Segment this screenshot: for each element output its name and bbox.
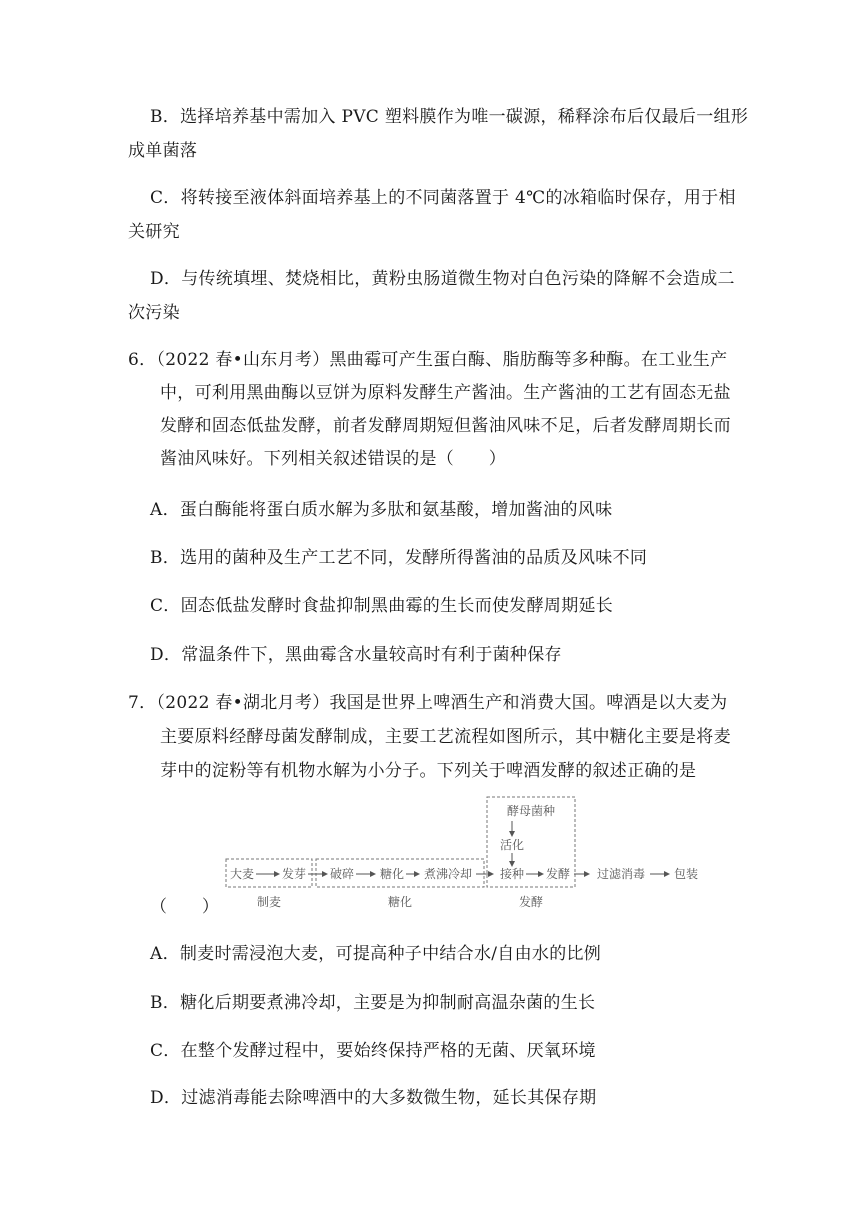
q6-option-c: C．固态低盐发酵时食盐抑制黑曲霉的生长而使发酵周期延长: [150, 596, 614, 616]
sacch-group-label: 糖化: [387, 895, 413, 909]
arrowhead: [322, 871, 328, 877]
package-node: 包装: [673, 867, 699, 881]
q7-stem-line2: 主要原料经酵母菌发酵制成，主要工艺流程如图所示，其中糖化主要是将麦: [160, 727, 731, 747]
q6-option-d: D．常温条件下，黑曲霉含水量较高时有利于菌种保存: [150, 645, 562, 665]
ferm-group-label: 发酵: [518, 895, 544, 909]
q7-stem-line3: 芽中的淀粉等有机物水解为小分子。下列关于啤酒发酵的叙述正确的是: [160, 761, 697, 781]
arrowhead: [538, 871, 544, 877]
brewing-process-diagram: [222, 793, 702, 923]
q5-option-c-line1: C．将转接至液体斜面培养基上的不同菌落置于 4℃的冰箱临时保存，用于相: [150, 188, 736, 208]
malt-group-label: 制麦: [256, 895, 282, 909]
q7-option-d: D．过滤消毒能去除啤酒中的大多数微生物，延长其保存期: [150, 1088, 597, 1108]
q5-option-c-line2: 关研究: [128, 222, 180, 242]
boil-cool-node: 煮沸冷却: [423, 867, 473, 881]
q6-option-b: B．选用的菌种及生产工艺不同，发酵所得酱油的品质及风味不同: [150, 548, 648, 568]
q7-answer-paren: （ ）: [150, 897, 220, 917]
process-flow-svg: [222, 793, 702, 923]
arrowhead: [584, 871, 590, 877]
q7-option-c: C．在整个发酵过程中，要始终保持严格的无菌、厌氧环境: [150, 1041, 596, 1061]
saccharify-node: 糖化: [379, 867, 405, 881]
ferment-node: 发酵: [545, 867, 571, 881]
inoculate-node: 接种: [499, 867, 525, 881]
q6-stem-line1: 6．（2022 春•山东月考）黑曲霉可产生蛋白酶、脂肪酶等多种酶。在工业生产: [128, 350, 728, 370]
germinate-node: 发芽: [281, 867, 307, 881]
q7-stem-line1: 7．（2022 春•湖北月考）我国是世界上啤酒生产和消费大国。啤酒是以大麦为: [128, 693, 728, 713]
arrowhead: [488, 871, 494, 877]
arrowhead: [370, 871, 376, 877]
yeast-node: 酵母菌种: [506, 804, 556, 818]
q6-stem-line2: 中，可利用黑曲酶以豆饼为原料发酵生产酱油。生产酱油的工艺有固态无盐: [160, 383, 731, 403]
q5-option-d-line1: D．与传统填埋、焚烧相比，黄粉虫肠道微生物对白色污染的降解不会造成二: [150, 269, 735, 289]
arrowhead: [414, 871, 420, 877]
q6-option-a: A．蛋白酶能将蛋白质水解为多肽和氨基酸，增加酱油的风味: [150, 500, 613, 520]
q5-option-b-line2: 成单菌落: [128, 141, 198, 161]
filter-node: 过滤消毒: [596, 867, 646, 881]
arrowhead: [664, 871, 670, 877]
q5-option-b-line1: B．选择培养基中需加入 PVC 塑料膜作为唯一碳源，稀释涂布后仅最后一组形: [150, 107, 749, 127]
crush-node: 破碎: [329, 867, 355, 881]
arrowhead: [274, 871, 280, 877]
arrowhead: [509, 831, 515, 837]
q6-stem-line3: 发酵和固态低盐发酵，前者发酵周期短但酱油风味不足，后者发酵周期长而: [160, 416, 731, 436]
q5-option-d-line2: 次污染: [128, 303, 180, 323]
activate-node: 活化: [499, 838, 525, 852]
q7-option-a: A．制麦时需浸泡大麦，可提高种子中结合水/自由水的比例: [150, 944, 602, 964]
q7-option-b: B．糖化后期要煮沸冷却，主要是为抑制耐高温杂菌的生长: [150, 993, 596, 1013]
q6-stem-line4: 酱油风味好。下列相关叙述错误的是（ ）: [160, 449, 506, 469]
barley-node: 大麦: [229, 867, 255, 881]
